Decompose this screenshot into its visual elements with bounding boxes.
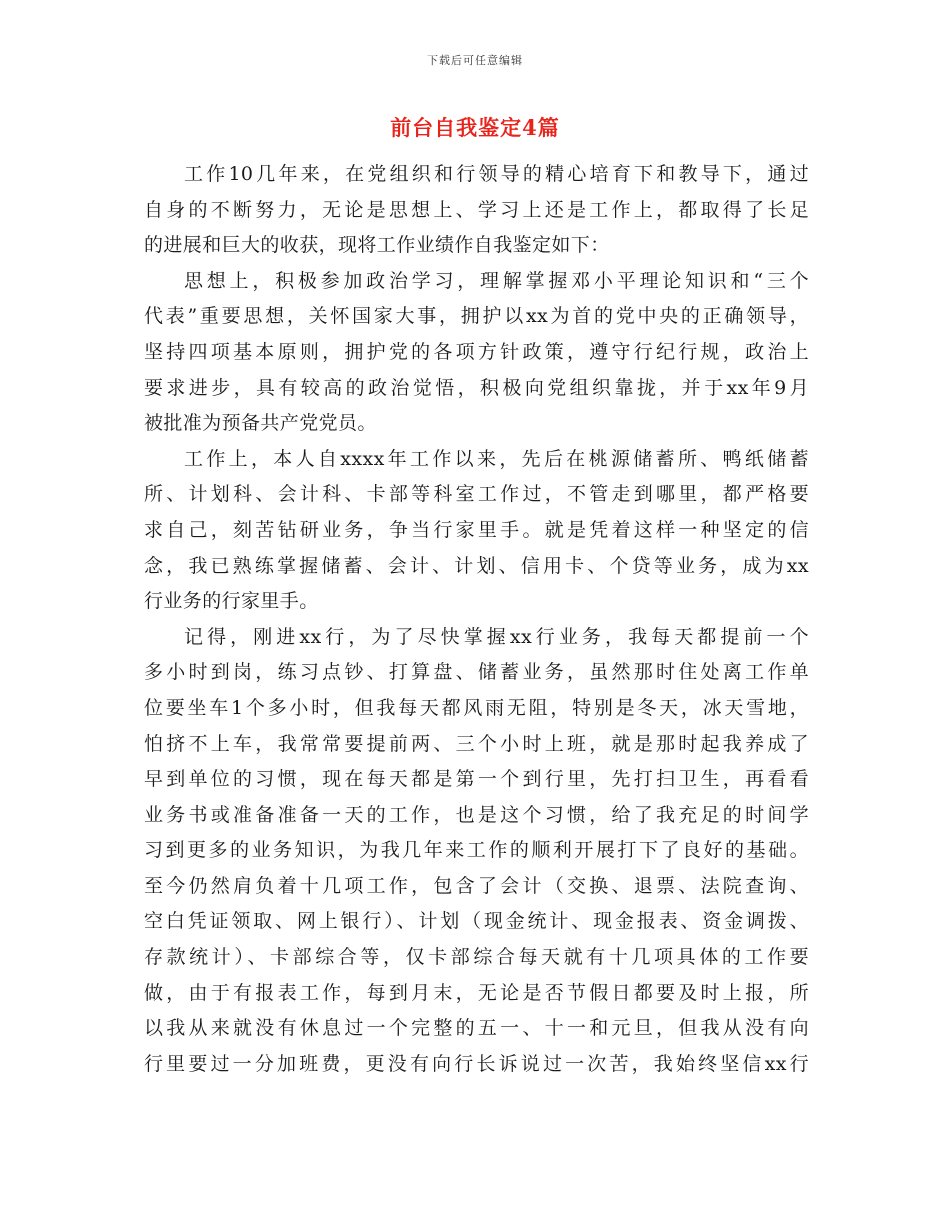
- text-line: 习到更多的业务知识，为我几年来工作的顺利开展打下了良好的基础。: [144, 839, 809, 862]
- text-line: 被批准为预备共产党党员。: [144, 412, 377, 435]
- document-title: 前台自我鉴定4篇: [390, 115, 560, 140]
- header-note: 下载后可任意编辑: [427, 54, 523, 67]
- text-line: 工作10几年来，在党组织和行领导的精心培育下和教导下，通过: [184, 163, 809, 185]
- text-line: 思想上，积极参加政治学习，理解掌握邓小平理论知识和“三个: [184, 269, 809, 292]
- text-line: 业务书或准备准备一天的工作，也是这个习惯，给了我充足的时间学: [144, 803, 809, 826]
- text-line: 空白凭证领取、网上银行）、计划（现金统计、现金报表、资金调拨、: [144, 910, 809, 933]
- text-line: 求自己，刻苦钻研业务，争当行家里手。就是凭着这样一种坚定的信: [144, 518, 809, 541]
- text-line: 记得，刚进xx行，为了尽快掌握xx行业务，我每天都提前一个: [184, 625, 809, 648]
- text-line: 位要坐车1个多小时，但我每天都风雨无阻，特别是冬天，冰天雪地，: [144, 696, 809, 719]
- text-line: 代表”重要思想，关怀国家大事，拥护以xx为首的党中央的正确领导，: [144, 305, 809, 328]
- text-line: 坚持四项基本原则，拥护党的各项方针政策，遵守行纪行规，政治上: [144, 340, 809, 363]
- text-line: 念，我已熟练掌握储蓄、会计、计划、信用卡、个贷等业务，成为xx: [144, 554, 809, 577]
- text-line: 的进展和巨大的收获，现将工作业绩作自我鉴定如下：: [144, 234, 610, 257]
- text-line: 存款统计）、卡部综合等，仅卡部综合每天就有十几项具体的工作要: [144, 946, 809, 969]
- text-line: 要求进步，具有较高的政治觉悟，积极向党组织靠拢，并于xx年9月: [144, 376, 809, 399]
- text-line: 工作上，本人自xxxx年工作以来，先后在桃源储蓄所、鸭纸储蓄: [184, 447, 809, 470]
- text-line: 行里要过一分加班费，更没有向行长诉说过一次苦，我始终坚信xx行: [144, 1052, 809, 1075]
- text-line: 所、计划科、会计科、卡部等科室工作过，不管走到哪里，都严格要: [144, 483, 809, 506]
- text-line: 早到单位的习惯，现在每天都是第一个到行里，先打扫卫生，再看看: [144, 768, 809, 791]
- text-line: 自身的不断努力，无论是思想上、学习上还是工作上，都取得了长足: [144, 198, 809, 221]
- text-line: 至今仍然肩负着十几项工作，包含了会计（交换、退票、法院查询、: [144, 874, 809, 897]
- text-line: 做，由于有报表工作，每到月末，无论是否节假日都要及时上报，所: [144, 981, 809, 1004]
- text-line: 以我从来就没有休息过一个完整的五一、十一和元旦，但我从没有向: [144, 1017, 809, 1040]
- text-line: 行业务的行家里手。: [144, 590, 319, 613]
- document-body: [144, 157, 809, 1082]
- text-line: 怕挤不上车，我常常要提前两、三个小时上班，就是那时起我养成了: [144, 732, 809, 755]
- text-line: 多小时到岗，练习点钞、打算盘、储蓄业务，虽然那时住处离工作单: [144, 661, 809, 684]
